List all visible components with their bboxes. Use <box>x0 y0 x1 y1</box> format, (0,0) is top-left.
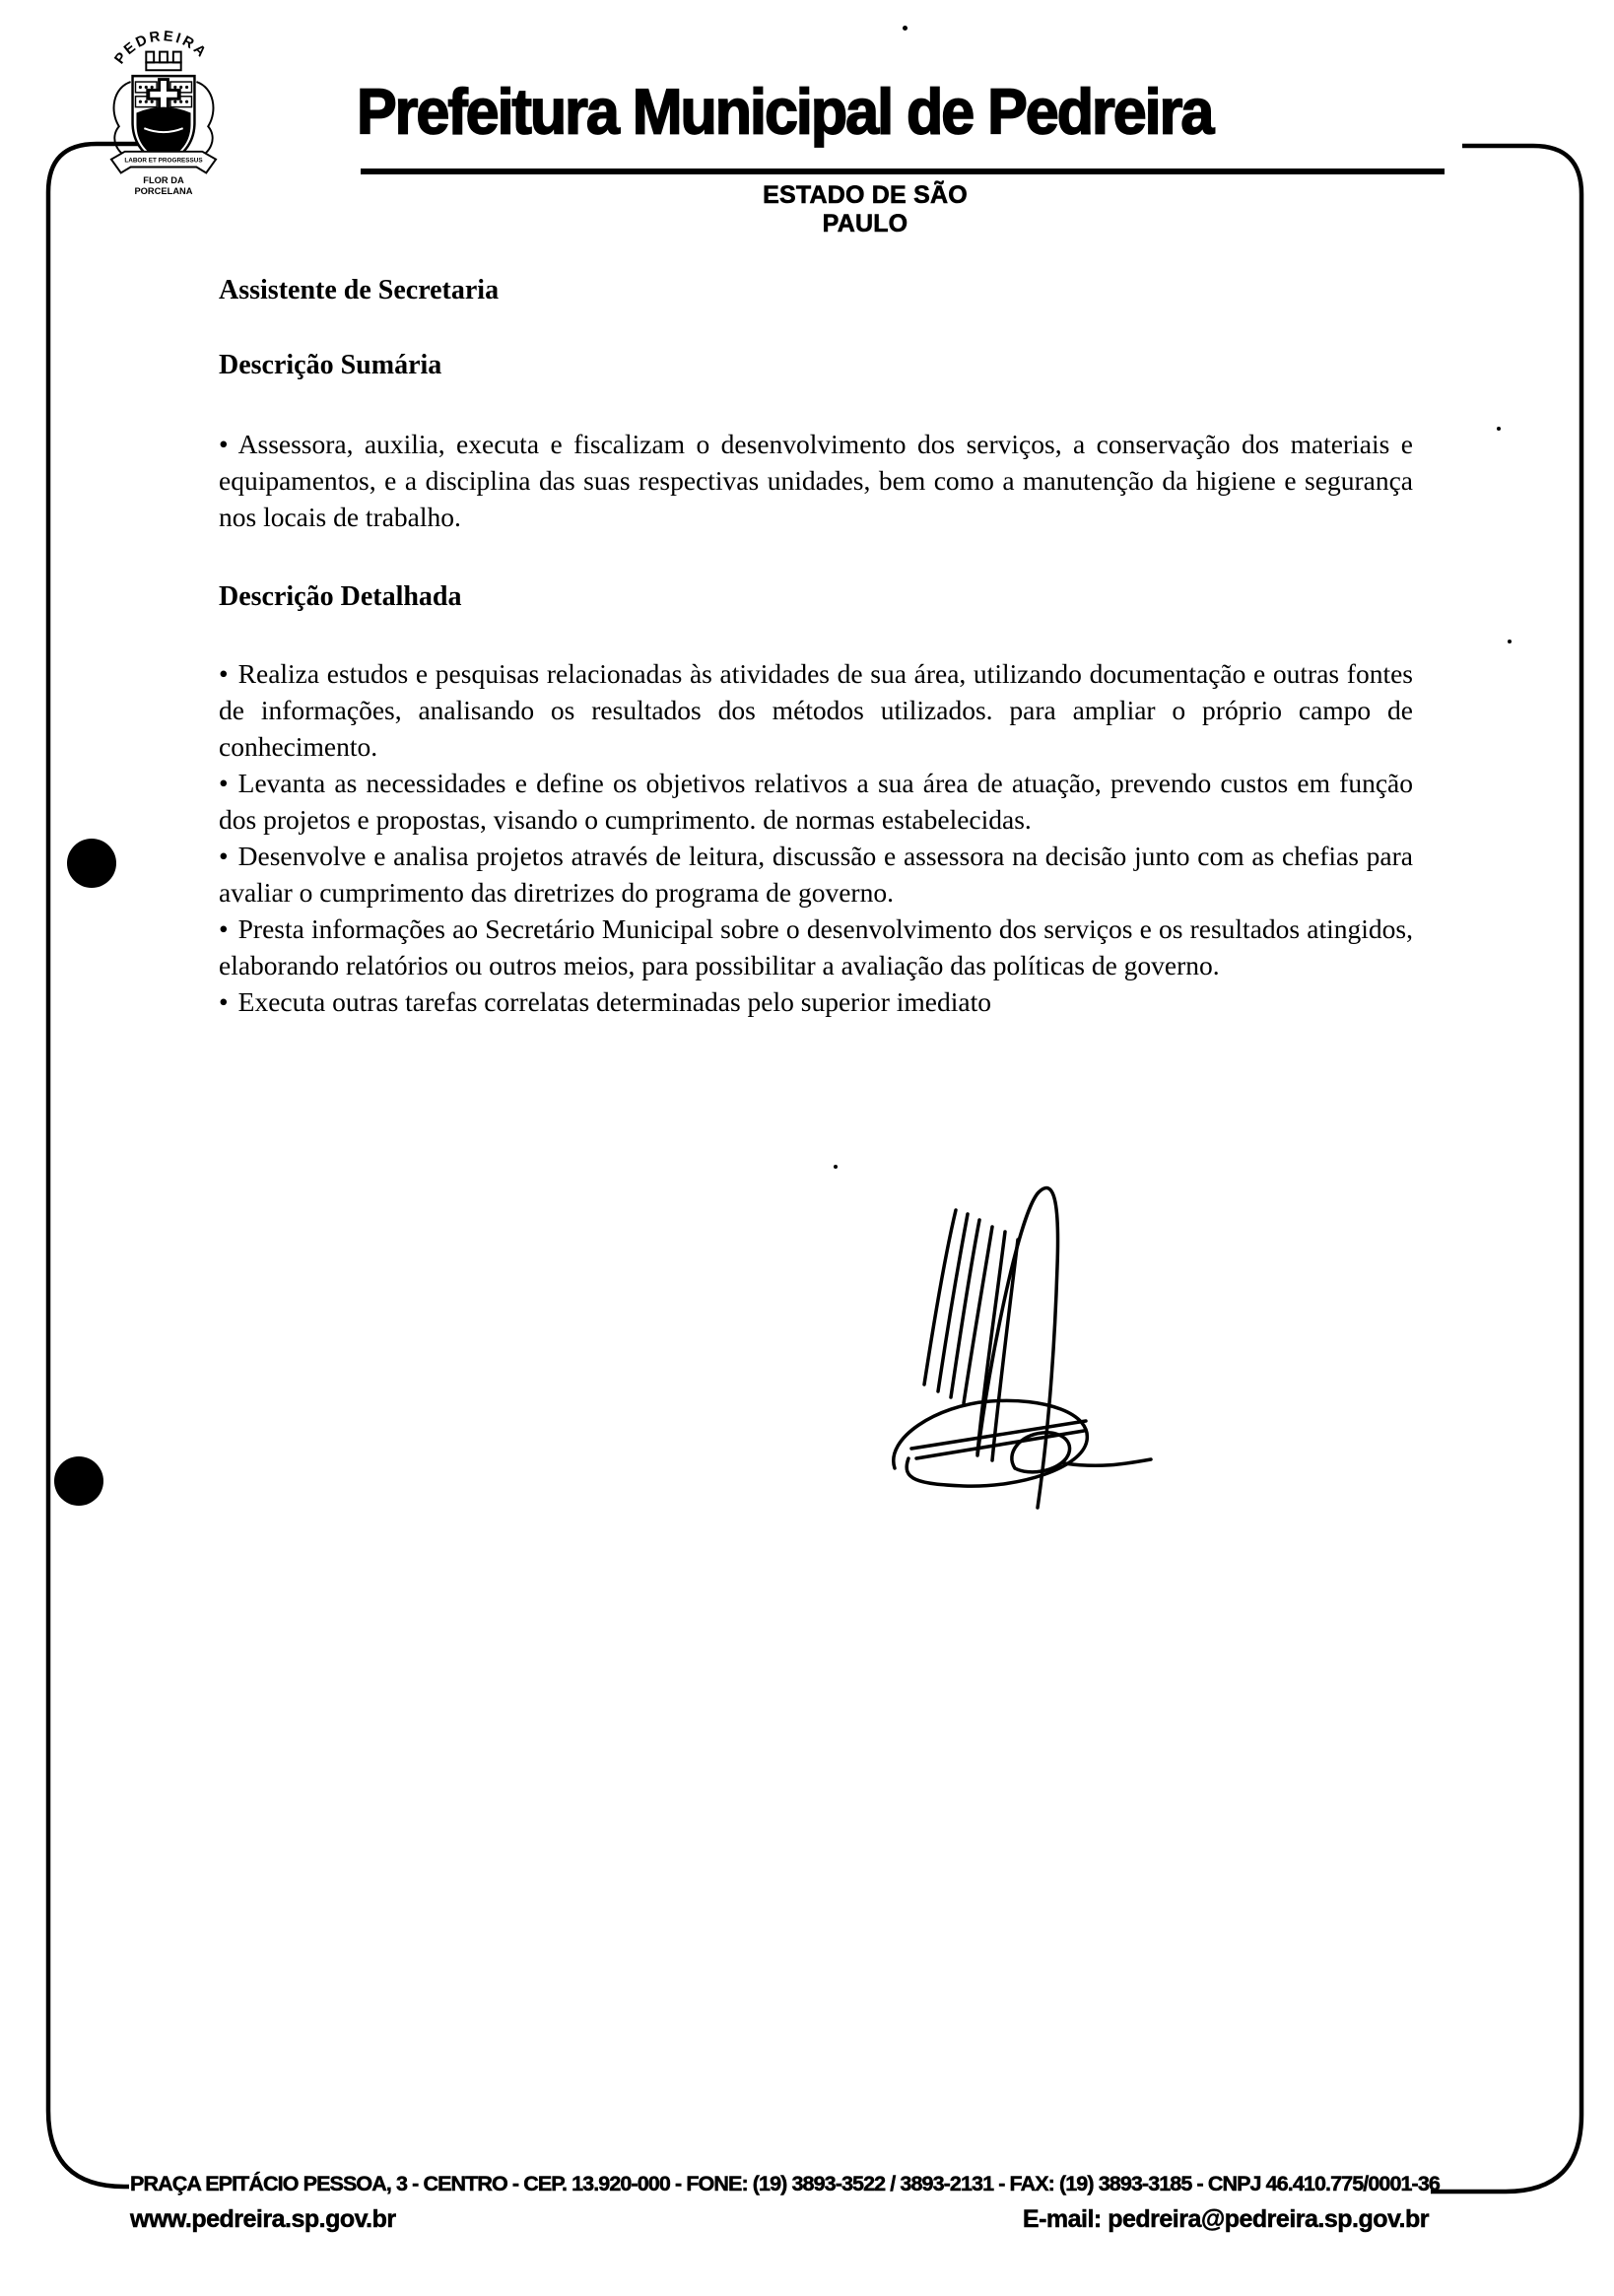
handwritten-signature <box>857 1173 1153 1513</box>
bullet-icon: • <box>219 913 229 944</box>
crest-ribbon <box>111 152 216 173</box>
masthead-title: Prefeitura Municipal de Pedreira <box>357 76 1213 148</box>
bullet-text: Realiza estudos e pesquisas relacionadas às atividades de sua área, utilizando documentação e outras fontes de informações, analisando os resultados dos métodos utilizados. para ampliar o próprio campo de conhecimento. <box>219 658 1413 762</box>
footer-email: E-mail: pedreira@pedreira.sp.gov.br <box>1022 2205 1429 2233</box>
crest-crown <box>146 52 180 71</box>
masthead-underline <box>361 169 1445 174</box>
footer-address: PRAÇA EPITÁCIO PESSOA, 3 - CENTRO - CEP. 13.920-000 - FONE: (19) 3893-3522 / 3893-2131 - FAX: (19) 3893-3185 - CNPJ 46.410.775/0001-36 <box>130 2172 1440 2195</box>
bullet-text: Assessora, auxilia, executa e fiscalizam o desenvolvimento dos serviços, a conservação dos materiais e equipamentos, e a disciplina das suas respectivas unidades, bem como a manutenção da higiene e segurança nos locais de trabalho. <box>219 429 1413 532</box>
crest-caption-2: PORCELANA <box>134 186 193 197</box>
crest-motto: LABOR ET PROGRESSUS <box>124 157 203 165</box>
bullet-icon: • <box>219 658 229 689</box>
bullet-paragraph <box>219 765 1413 838</box>
bullet-icon: • <box>219 429 229 459</box>
crest-caption-1: FLOR DA <box>143 175 184 186</box>
bullet-icon: • <box>219 768 229 798</box>
bullet-paragraph <box>219 655 1413 765</box>
footer-website: www.pedreira.sp.gov.br <box>130 2205 396 2233</box>
bullet-icon: • <box>219 986 229 1017</box>
bullet-paragraph <box>219 426 1413 535</box>
section-heading-sumaria: Descrição Sumária <box>219 350 442 380</box>
bullet-icon: • <box>219 841 229 871</box>
detalhada-bullet-list <box>219 655 1413 1020</box>
job-title-heading: Assistente de Secretaria <box>219 275 500 305</box>
document-body <box>219 274 1413 1020</box>
municipal-crest-logo <box>95 28 233 197</box>
scan-speck <box>1497 427 1501 431</box>
scan-speck <box>834 1165 838 1169</box>
bullet-text: Executa outras tarefas correlatas determinadas pelo superior imediato <box>237 986 991 1017</box>
letterhead-footer <box>130 2172 1440 2234</box>
bullet-text: Desenvolve e analisa projetos através de leitura, discussão e assessora na decisão junto com as chefias para avaliar o cumprimento das diretrizes do programa de governo. <box>219 841 1413 908</box>
bullet-paragraph <box>219 983 1413 1020</box>
section-heading-detalhada: Descrição Detalhada <box>219 581 462 612</box>
masthead-subtitle: ESTADO DE SÃO PAULO <box>763 181 968 237</box>
crest-arc-text: PEDREIRA <box>111 29 211 68</box>
bullet-text: Levanta as necessidades e define os objetivos relativos a sua área de atuação, prevendo custos em função dos projetos e propostas, visando o cumprimento. de normas estabelecidas. <box>219 768 1413 835</box>
scan-speck <box>1508 640 1512 643</box>
bullet-text: Presta informações ao Secretário Municipal sobre o desenvolvimento dos serviços e os resultados atingidos, elaborando relatórios ou outros meios, para possibilitar a avaliação das políticas de governo. <box>219 913 1413 980</box>
sumaria-bullet-list <box>219 426 1413 535</box>
bullet-paragraph <box>219 838 1413 911</box>
hole-punch-bottom <box>54 1456 103 1506</box>
scan-speck <box>903 26 908 31</box>
hole-punch-top <box>67 839 116 888</box>
bullet-paragraph <box>219 911 1413 983</box>
